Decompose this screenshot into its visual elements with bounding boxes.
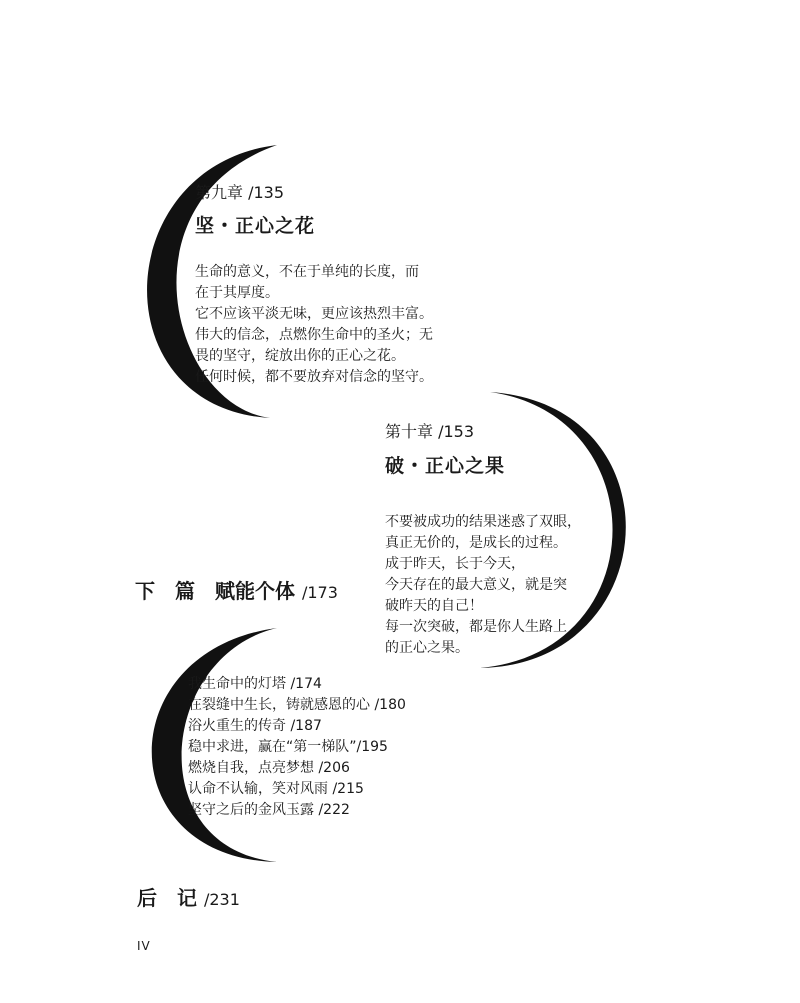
afterword-page: /231 [203,890,240,909]
chapter9-paragraph [195,262,433,388]
afterword-label: 后 记 [137,886,197,910]
paragraph-line: 在于其厚度。 [195,285,279,301]
chapter10-number: 第十章 /153 [385,422,475,441]
chapter10-title: 破・正心之果 [385,455,506,477]
toc-item: 坚守之后的金风玉露 /222 [188,802,350,818]
page-number: IV [137,939,151,953]
toc-item: 在裂缝中生长，铸就感恩的心 /180 [188,697,406,713]
part3-title: 赋能个体 [215,579,295,603]
part3-label: 下 篇 [135,579,195,603]
paragraph-line: 的正心之果。 [385,640,469,656]
paragraph-line: 真正无价的，是成长的过程。 [385,535,567,551]
chapter9-number: 第九章 /135 [195,183,285,202]
part3-page: /173 [301,583,338,602]
paragraph-line: 畏的坚守，绽放出你的正心之花。 [195,348,405,364]
part3-heading [135,575,338,604]
paragraph-line: 破昨天的自己！ [385,598,483,614]
toc-item: 我生命中的灯塔 /174 [188,676,322,692]
afterword-heading [137,882,240,911]
paragraph-line: 它不应该平淡无味，更应该热烈丰富。 [195,306,433,322]
paragraph-line: 今天存在的最大意义，就是突 [385,577,567,593]
toc-item: 浴火重生的传奇 /187 [188,718,322,734]
chapter9-title: 坚・正心之花 [195,215,316,237]
toc-item: 稳中求进，赢在“第一梯队”/195 [188,739,388,755]
toc-item: 燃烧自我，点亮梦想 /206 [188,760,350,776]
toc-item: 认命不认输，笑对风雨 /215 [188,781,364,797]
paragraph-line: 每一次突破，都是你人生路上 [385,619,567,635]
paragraph-line: 不要被成功的结果迷惑了双眼， [385,514,581,530]
paragraph-line: 成于昨天，长于今天， [385,556,525,572]
chapter10-paragraph [385,512,581,659]
part3-toc-list [188,674,406,821]
paragraph-line: 伟大的信念，点燃你生命中的圣火；无 [195,327,433,343]
paragraph-line: 生命的意义，不在于单纯的长度，而 [195,264,419,280]
paragraph-line: 任何时候，都不要放弃对信念的坚守。 [195,369,433,385]
